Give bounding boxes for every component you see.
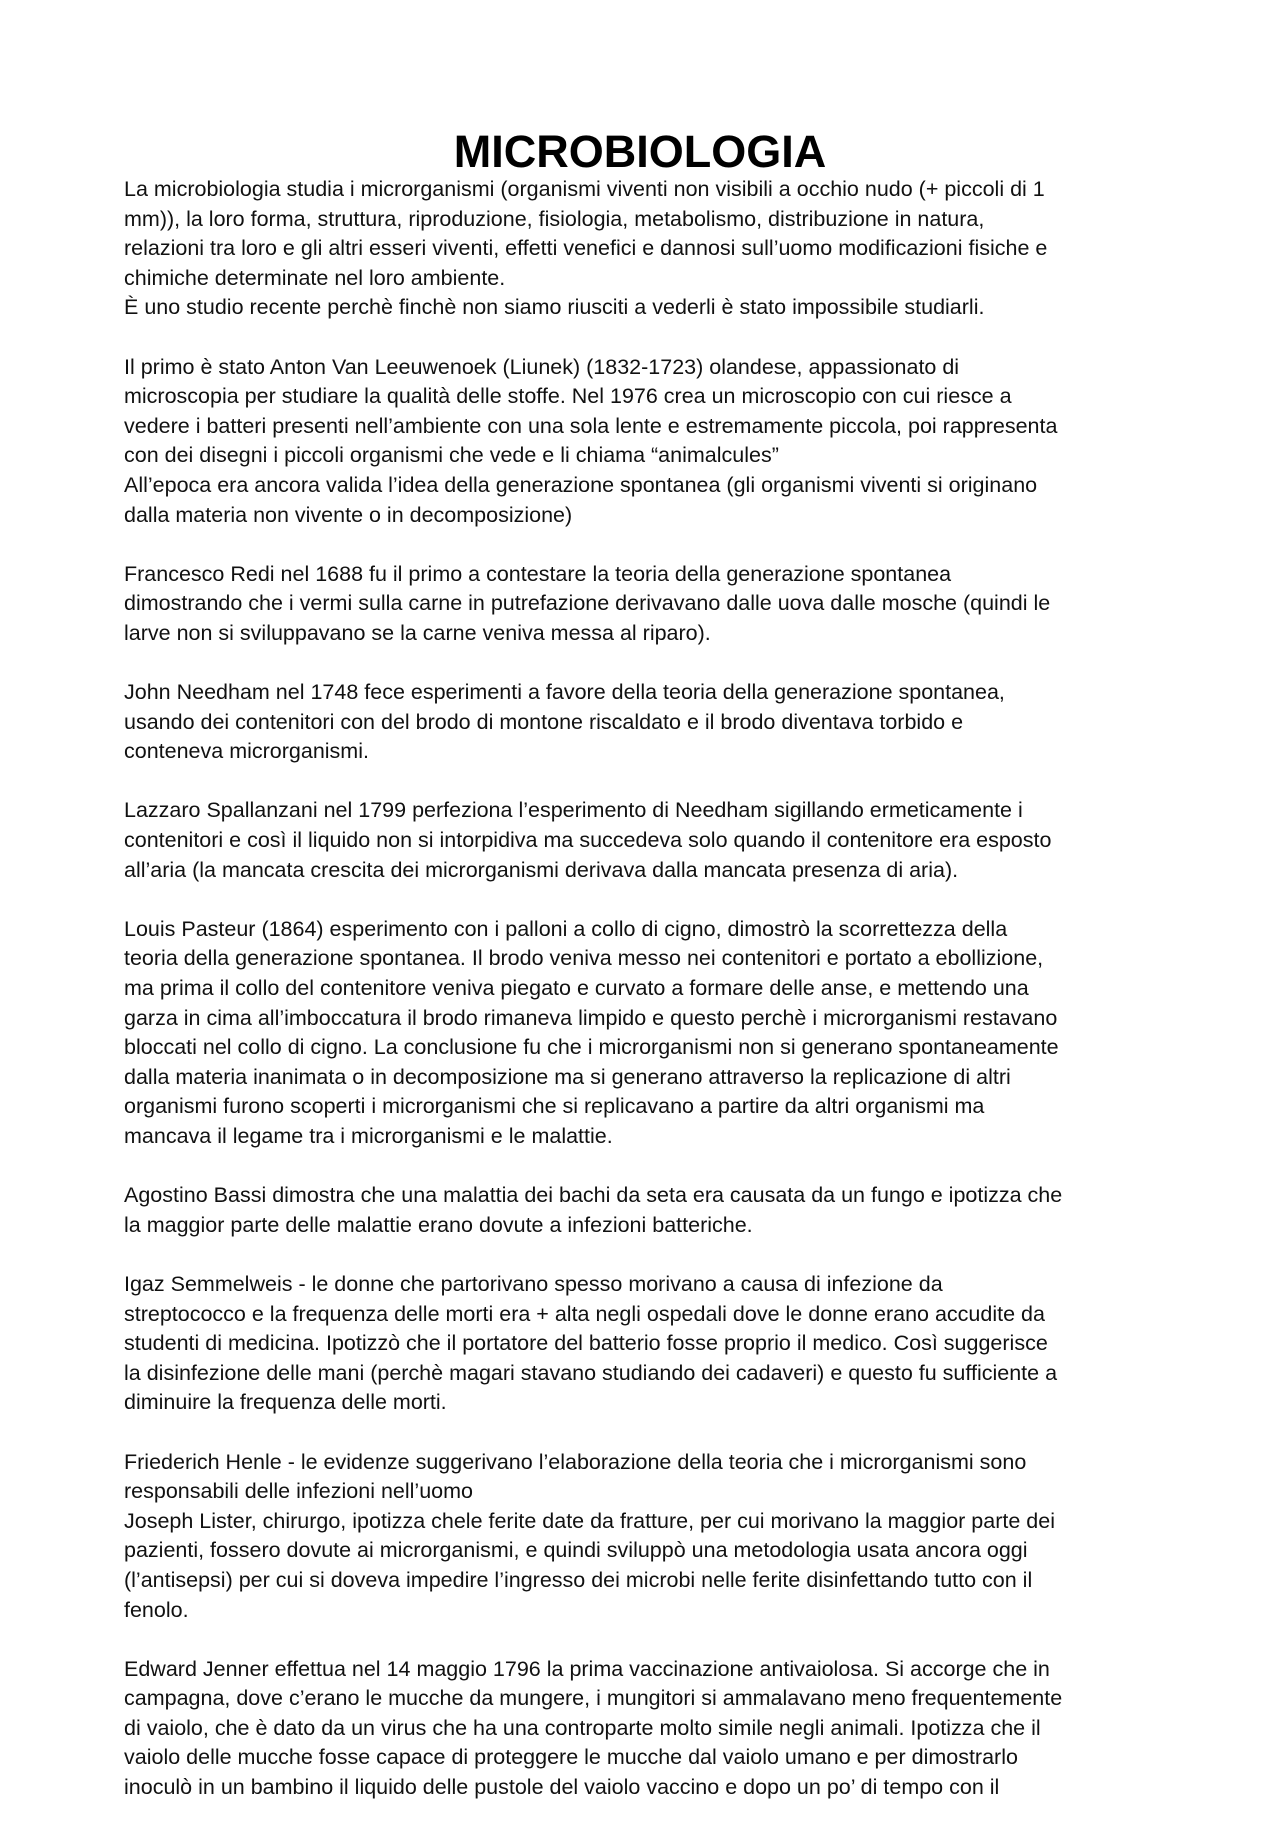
text-line: la maggior parte delle malattie erano dovute a infezioni batteriche. (124, 1212, 753, 1237)
text-line: di vaiolo, che è dato da un virus che ha una controparte molto simile negli animali. Ipotizza che il (124, 1715, 1041, 1740)
paragraph (124, 353, 1164, 531)
text-line: All’epoca era ancora valida l’idea della generazione spontanea (gli organismi viventi si originano (124, 472, 1038, 497)
text-line: diminuire la frequenza delle morti. (124, 1390, 447, 1415)
text-line: conteneva microrganismi. (124, 739, 369, 764)
text-line: all’aria (la mancata crescita dei microrganismi derivava dalla mancata presenza di aria). (124, 857, 959, 882)
text-line: Il primo è stato Anton Van Leeuwenoek (Liunek) (1832-1723) olandese, appassionato di (124, 354, 960, 379)
text-line: contenitori e così il liquido non si intorpidiva ma succedeva solo quando il contenitore era esposto (124, 828, 1052, 853)
text-line: Lazzaro Spallanzani nel 1799 perfeziona l’esperimento di Needham sigillando ermeticamente i (124, 798, 1023, 823)
paragraph (124, 678, 1164, 767)
text-line: Friederich Henle - le evidenze suggerivano l’elaborazione della teoria che i microrganismi sono (124, 1449, 1027, 1474)
text-line: inoculò in un bambino il liquido delle pustole del vaiolo vaccino e dopo un po’ di tempo con il (124, 1775, 1000, 1800)
paragraph (124, 796, 1164, 885)
text-line: (l’antisepsi) per cui si doveva impedire l’ingresso dei microbi nelle ferite disinfettando tutto con il (124, 1567, 1033, 1592)
text-line: microscopia per studiare la qualità delle stoffe. Nel 1976 crea un microscopio con cui riesce a (124, 384, 1012, 409)
text-line: dalla materia non vivente o in decomposizione) (124, 502, 573, 527)
text-line: organismi furono scoperti i microrganismi che si replicavano a partire da altri organismi ma (124, 1094, 985, 1119)
paragraph (124, 1448, 1164, 1626)
text-line: usando dei contenitori con del brodo di montone riscaldato e il brodo diventava torbido e (124, 709, 964, 734)
text-line: campagna, dove c’erano le mucche da mungere, i mungitori si ammalavano meno frequentemente (124, 1686, 1063, 1711)
text-line: vaiolo delle mucche fosse capace di proteggere le mucche dal vaiolo umano e per dimostrarlo (124, 1745, 1018, 1770)
paragraph (124, 175, 1164, 323)
text-line: dimostrando che i vermi sulla carne in putrefazione derivavano dalle uova dalle mosche (quindi le (124, 591, 1051, 616)
text-line: chimiche determinate nel loro ambiente. (124, 265, 506, 290)
page-title: MICROBIOLOGIA (453, 126, 827, 177)
text-line: Francesco Redi nel 1688 fu il primo a contestare la teoria della generazione spontanea (124, 561, 952, 586)
text-line: pazienti, fossero dovute ai microrganismi, e quindi sviluppò una metodologia usata ancora oggi (124, 1538, 1028, 1563)
paragraph (124, 1655, 1164, 1803)
text-line: teoria della generazione spontanea. Il brodo veniva messo nei contenitori e portato a ebollizione, (124, 946, 1044, 971)
paragraph (124, 1270, 1164, 1418)
text-line: Edward Jenner effettua nel 14 maggio 1796 la prima vaccinazione antivaiolosa. Si accorge che in (124, 1656, 1050, 1681)
text-line: Igaz Semmelweis - le donne che partorivano spesso morivano a causa di infezione da (124, 1271, 943, 1296)
text-line: vedere i batteri presenti nell’ambiente con una sola lente e estremamente piccola, poi rappresenta (124, 413, 1058, 438)
text-line: streptococco e la frequenza delle morti era + alta negli ospedali dove le donne erano accudite da (124, 1301, 1045, 1326)
text-line: È uno studio recente perchè finchè non siamo riusciti a vederli è stato impossibile studiarli. (124, 295, 985, 320)
text-line: relazioni tra loro e gli altri esseri viventi, effetti venefici e dannosi sull’uomo modificazioni fisiche e (124, 236, 1048, 261)
text-line: ma prima il collo del contenitore veniva piegato e curvato a formare delle anse, e mettendo una (124, 976, 1029, 1001)
text-line: studenti di medicina. Ipotizzò che il portatore del batterio fosse proprio il medico. Così suggerisce (124, 1331, 1048, 1356)
document-body (124, 175, 1164, 1832)
text-line: John Needham nel 1748 fece esperimenti a favore della teoria della generazione spontanea, (124, 680, 1005, 705)
text-line: bloccati nel collo di cigno. La conclusione fu che i microrganismi non si generano spontaneamente (124, 1035, 1059, 1060)
text-line: mm)), la loro forma, struttura, riproduzione, fisiologia, metabolismo, distribuzione in natura, (124, 206, 985, 231)
paragraph (124, 915, 1164, 1152)
text-line: larve non si sviluppavano se la carne veniva messa al riparo). (124, 620, 711, 645)
text-line: La microbiologia studia i microrganismi (organismi viventi non visibili a occhio nudo (+ piccoli di 1 (124, 177, 1045, 201)
text-line: Joseph Lister, chirurgo, ipotizza chele ferite date da fratture, per cui morivano la maggior parte dei (124, 1508, 1055, 1533)
text-line: la disinfezione delle mani (perchè magari stavano studiando dei cadaveri) e questo fu sufficiente a (124, 1360, 1058, 1385)
text-line: con dei disegni i piccoli organismi che vede e li chiama “animalcules” (124, 443, 779, 468)
text-line: garza in cima all’imboccatura il brodo rimaneva limpido e questo perchè i microrganismi restavano (124, 1005, 1058, 1030)
text-line: mancava il legame tra i microrganismi e le malattie. (124, 1124, 613, 1148)
paragraph (124, 560, 1164, 649)
text-line: dalla materia inanimata o in decomposizione ma si generano attraverso la replicazione di altri (124, 1064, 1011, 1089)
paragraph (124, 1181, 1164, 1240)
text-line: Agostino Bassi dimostra che una malattia dei bachi da seta era causata da un fungo e ipotizza che (124, 1183, 1063, 1208)
text-line: Louis Pasteur (1864) esperimento con i palloni a collo di cigno, dimostrò la scorrettezza della (124, 916, 1008, 941)
text-line: fenolo. (124, 1597, 189, 1622)
text-line: responsabili delle infezioni nell’uomo (124, 1479, 473, 1504)
